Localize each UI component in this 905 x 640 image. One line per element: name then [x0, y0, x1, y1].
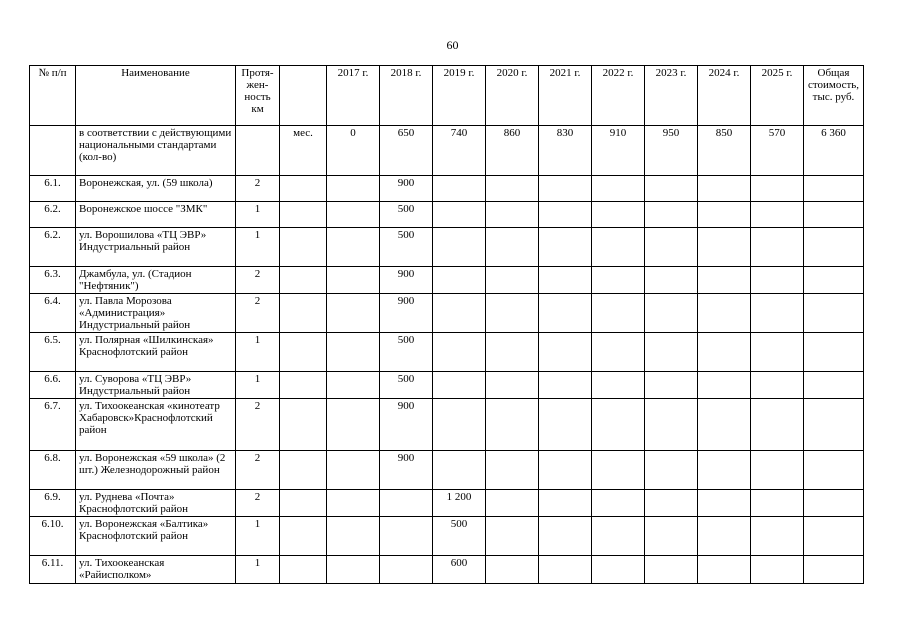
cell-year-value: 500	[380, 372, 433, 399]
cell-num: 6.9.	[30, 490, 76, 517]
cell-name: ул. Воронежская «59 школа» (2 шт.) Железнодорожный район	[76, 451, 236, 490]
cell-year-value	[698, 267, 751, 294]
table-row	[30, 294, 864, 333]
header-unit	[280, 66, 327, 126]
cell-year-value	[433, 176, 486, 202]
header-year: 2025 г.	[751, 66, 804, 126]
cell-length: 1	[236, 228, 280, 267]
cell-unit	[280, 333, 327, 372]
cell-year-value	[592, 228, 645, 267]
table-row	[30, 517, 864, 556]
cell-year-value: 900	[380, 267, 433, 294]
cell-year-value: 900	[380, 399, 433, 451]
cell-year-value	[698, 176, 751, 202]
cell-unit	[280, 228, 327, 267]
cell-unit	[280, 556, 327, 584]
cell-year-value	[433, 333, 486, 372]
cell-year-value	[433, 451, 486, 490]
cell-unit	[280, 399, 327, 451]
table-row	[30, 490, 864, 517]
cell-total: 6 360	[804, 126, 864, 176]
cell-length: 2	[236, 176, 280, 202]
cell-year-value: 500	[433, 517, 486, 556]
table-row	[30, 228, 864, 267]
cell-name: Воронежское шоссе "ЗМК"	[76, 202, 236, 228]
cell-total	[804, 556, 864, 584]
cell-unit	[280, 294, 327, 333]
cell-year-value	[327, 228, 380, 267]
header-year: 2018 г.	[380, 66, 433, 126]
cell-year-value	[486, 490, 539, 517]
cell-year-value	[327, 451, 380, 490]
cell-length	[236, 126, 280, 176]
cell-year-value: 900	[380, 451, 433, 490]
cell-year-value	[592, 372, 645, 399]
cell-name: ул. Суворова «ТЦ ЭВР» Индустриальный район	[76, 372, 236, 399]
cell-name: Джамбула, ул. (Стадион "Нефтяник")	[76, 267, 236, 294]
cell-unit	[280, 202, 327, 228]
cell-year-value	[751, 228, 804, 267]
cell-year-value	[327, 556, 380, 584]
cell-year-value	[539, 294, 592, 333]
cell-year-value	[645, 294, 698, 333]
cell-year-value: 740	[433, 126, 486, 176]
cell-year-value	[327, 399, 380, 451]
cell-year-value	[645, 490, 698, 517]
cell-year-value	[592, 176, 645, 202]
table-row	[30, 267, 864, 294]
cell-year-value	[327, 176, 380, 202]
cell-year-value	[698, 490, 751, 517]
cell-length: 1	[236, 517, 280, 556]
table-body	[30, 126, 864, 584]
cell-length: 2	[236, 451, 280, 490]
cell-num: 6.1.	[30, 176, 76, 202]
cell-year-value	[645, 176, 698, 202]
cell-year-value: 0	[327, 126, 380, 176]
cell-name: ул. Ворошилова «ТЦ ЭВР» Индустриальный район	[76, 228, 236, 267]
cell-total	[804, 202, 864, 228]
cell-num: 6.7.	[30, 399, 76, 451]
cell-year-value	[327, 517, 380, 556]
header-name: Наименование	[76, 66, 236, 126]
cell-year-value	[380, 556, 433, 584]
cell-name: ул. Тихоокеанская «кинотеатр Хабаровск»Краснофлотский район	[76, 399, 236, 451]
cell-year-value	[592, 267, 645, 294]
cell-year-value	[486, 228, 539, 267]
cell-length: 1	[236, 202, 280, 228]
cell-year-value	[698, 202, 751, 228]
cell-year-value: 900	[380, 294, 433, 333]
cell-name: в соответствии с действующими национальными стандартами (кол-во)	[76, 126, 236, 176]
cell-length: 1	[236, 556, 280, 584]
table-row	[30, 202, 864, 228]
cell-year-value: 500	[380, 202, 433, 228]
cell-total	[804, 228, 864, 267]
cell-year-value	[486, 333, 539, 372]
cell-year-value: 500	[380, 333, 433, 372]
cell-year-value	[698, 451, 751, 490]
cell-year-value	[645, 451, 698, 490]
cell-year-value	[433, 399, 486, 451]
cell-year-value	[645, 372, 698, 399]
cell-year-value	[486, 451, 539, 490]
cell-total	[804, 490, 864, 517]
cell-year-value	[486, 202, 539, 228]
cell-year-value: 600	[433, 556, 486, 584]
cell-year-value	[486, 176, 539, 202]
cell-year-value	[433, 267, 486, 294]
cell-year-value	[433, 202, 486, 228]
cell-year-value	[327, 490, 380, 517]
cell-total	[804, 399, 864, 451]
cell-year-value	[592, 202, 645, 228]
cell-year-value	[486, 399, 539, 451]
table-row	[30, 126, 864, 176]
cell-year-value	[539, 372, 592, 399]
cell-year-value	[645, 399, 698, 451]
cell-length: 2	[236, 267, 280, 294]
header-year: 2024 г.	[698, 66, 751, 126]
cell-year-value: 910	[592, 126, 645, 176]
cell-year-value	[698, 228, 751, 267]
cell-length: 2	[236, 399, 280, 451]
cell-year-value	[751, 399, 804, 451]
cell-length: 2	[236, 490, 280, 517]
cell-year-value	[751, 294, 804, 333]
header-total: Общая стоимость, тыс. руб.	[804, 66, 864, 126]
cell-year-value	[645, 517, 698, 556]
header-year: 2020 г.	[486, 66, 539, 126]
cell-year-value	[592, 333, 645, 372]
cell-year-value	[539, 556, 592, 584]
cell-num: 6.6.	[30, 372, 76, 399]
cell-num	[30, 126, 76, 176]
cell-year-value	[751, 490, 804, 517]
header-year: 2023 г.	[645, 66, 698, 126]
cell-year-value	[327, 372, 380, 399]
cell-total	[804, 517, 864, 556]
cell-year-value	[751, 451, 804, 490]
cell-year-value	[698, 517, 751, 556]
cell-year-value	[327, 294, 380, 333]
cell-year-value: 500	[380, 228, 433, 267]
cell-year-value: 900	[380, 176, 433, 202]
cell-year-value	[751, 556, 804, 584]
cell-year-value	[433, 228, 486, 267]
cell-num: 6.8.	[30, 451, 76, 490]
cell-total	[804, 451, 864, 490]
cell-year-value	[327, 202, 380, 228]
header-length: Протя-жен-ность км	[236, 66, 280, 126]
cell-length: 1	[236, 372, 280, 399]
cell-year-value	[698, 333, 751, 372]
cell-year-value	[486, 294, 539, 333]
cell-year-value	[433, 294, 486, 333]
cell-year-value	[592, 399, 645, 451]
cell-unit	[280, 451, 327, 490]
header-year: 2022 г.	[592, 66, 645, 126]
cell-year-value	[698, 399, 751, 451]
cell-year-value	[751, 267, 804, 294]
cell-num: 6.2.	[30, 228, 76, 267]
cell-length: 2	[236, 294, 280, 333]
table-row	[30, 176, 864, 202]
cell-year-value	[645, 267, 698, 294]
header-year: 2017 г.	[327, 66, 380, 126]
cell-year-value	[539, 399, 592, 451]
cell-year-value	[645, 333, 698, 372]
cell-year-value	[539, 176, 592, 202]
cell-year-value	[486, 372, 539, 399]
cell-name: ул. Тихоокеанская «Райисполком»	[76, 556, 236, 584]
cell-name: ул. Воронежская «Балтика» Краснофлотский район	[76, 517, 236, 556]
cell-year-value	[327, 333, 380, 372]
cell-total	[804, 333, 864, 372]
cell-year-value	[486, 267, 539, 294]
cell-name: ул. Павла Морозова «Администрация» Индустриальный район	[76, 294, 236, 333]
cell-year-value	[592, 517, 645, 556]
cell-year-value: 830	[539, 126, 592, 176]
cell-year-value	[327, 267, 380, 294]
cell-year-value	[539, 451, 592, 490]
cell-year-value	[539, 490, 592, 517]
cell-year-value	[751, 517, 804, 556]
cell-num: 6.2.	[30, 202, 76, 228]
cell-year-value	[380, 517, 433, 556]
cell-year-value	[539, 202, 592, 228]
cell-year-value	[751, 372, 804, 399]
cell-year-value	[380, 490, 433, 517]
cell-unit	[280, 176, 327, 202]
table-row	[30, 399, 864, 451]
cell-name: ул. Полярная «Шилкинская» Краснофлотский район	[76, 333, 236, 372]
data-table	[29, 65, 864, 584]
cell-num: 6.10.	[30, 517, 76, 556]
cell-year-value	[539, 517, 592, 556]
cell-year-value	[592, 451, 645, 490]
cell-year-value	[698, 556, 751, 584]
cell-num: 6.4.	[30, 294, 76, 333]
cell-num: 6.3.	[30, 267, 76, 294]
table-row	[30, 372, 864, 399]
cell-num: 6.11.	[30, 556, 76, 584]
cell-year-value	[645, 556, 698, 584]
cell-year-value	[751, 202, 804, 228]
cell-total	[804, 176, 864, 202]
cell-year-value	[645, 228, 698, 267]
cell-year-value	[592, 294, 645, 333]
cell-year-value: 570	[751, 126, 804, 176]
cell-year-value: 650	[380, 126, 433, 176]
cell-year-value	[539, 333, 592, 372]
cell-year-value	[486, 517, 539, 556]
cell-year-value	[698, 372, 751, 399]
header-year: 2019 г.	[433, 66, 486, 126]
header-year: 2021 г.	[539, 66, 592, 126]
cell-unit	[280, 267, 327, 294]
header-num: № п/п	[30, 66, 76, 126]
cell-unit	[280, 372, 327, 399]
cell-year-value	[592, 490, 645, 517]
cell-year-value	[751, 176, 804, 202]
cell-year-value	[486, 556, 539, 584]
cell-year-value	[645, 202, 698, 228]
cell-num: 6.5.	[30, 333, 76, 372]
cell-year-value: 1 200	[433, 490, 486, 517]
cell-total	[804, 267, 864, 294]
table-row	[30, 556, 864, 584]
cell-unit	[280, 517, 327, 556]
cell-year-value	[698, 294, 751, 333]
header-row	[30, 66, 864, 126]
cell-year-value: 950	[645, 126, 698, 176]
cell-year-value	[751, 333, 804, 372]
cell-total	[804, 372, 864, 399]
cell-year-value	[433, 372, 486, 399]
cell-year-value: 860	[486, 126, 539, 176]
table-row	[30, 333, 864, 372]
page-number: 60	[446, 38, 459, 52]
cell-total	[804, 294, 864, 333]
cell-year-value: 850	[698, 126, 751, 176]
cell-name: Воронежская, ул. (59 школа)	[76, 176, 236, 202]
cell-year-value	[539, 228, 592, 267]
cell-name: ул. Руднева «Почта» Краснофлотский район	[76, 490, 236, 517]
cell-year-value	[539, 267, 592, 294]
table-row	[30, 451, 864, 490]
cell-unit	[280, 490, 327, 517]
cell-unit: мес.	[280, 126, 327, 176]
cell-year-value	[592, 556, 645, 584]
cell-length: 1	[236, 333, 280, 372]
